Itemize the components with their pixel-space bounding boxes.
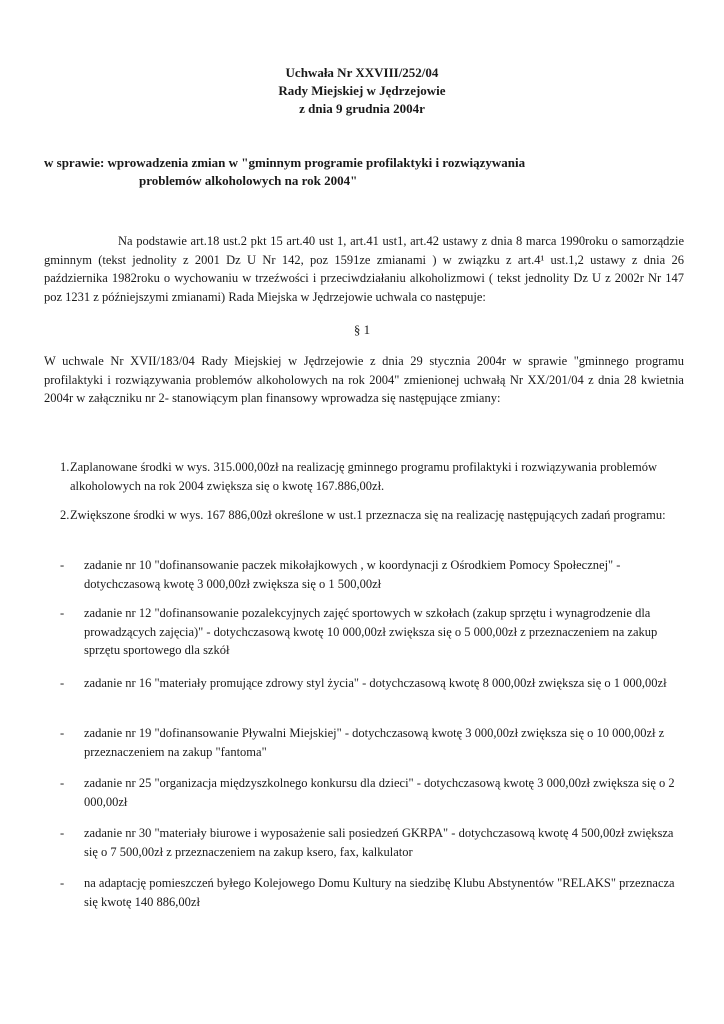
dash-bullet: -: [60, 826, 65, 840]
dash-bullet: -: [60, 558, 65, 572]
list-item: [60, 874, 684, 911]
item-text: Zwiększone środki w wys. 167 886,00zł określone w ust.1 przeznacza się na realizację następujących zadań programu:: [70, 508, 666, 522]
bullet-text: zadanie nr 16 "materiały promujące zdrowy styl życia" - dotychczasową kwotę 8 000,00zł zwiększa się o 1 000,00zł: [84, 676, 667, 690]
list-item: [60, 724, 684, 761]
numbered-item: [60, 506, 680, 525]
preamble-paragraph: [44, 232, 684, 306]
preamble-text: Na podstawie art.18 ust.2 pkt 15 art.40 ust 1, art.41 ust1, art.42 ustawy z dnia 8 marca 1990roku o samorządzie gminnym (tekst jednolity z 2001 Dz U Nr 142, poz 1591ze zmianami ) w związku z art.4¹ ust.1,2 ustawy z dnia 26 października 1982roku o wychowaniu w trzeźwości i przeciwdziałaniu alkoholizmowi ( tekst jednolity Dz U z 2002r Nr 147 poz 1231 z późniejszymi zmianami) Rada Miejska w Jędrzejowie uchwala co następuje:: [44, 234, 684, 304]
subject-line-1: w sprawie: wprowadzenia zmian w "gminnym programie profilaktyki i rozwiązywania: [44, 155, 526, 170]
item-text: Zaplanowane środki w wys. 315.000,00zł na realizację gminnego programu profilaktyki i rozwiązywania problemów alkoholowych na rok 2004 zwiększa się o kwotę 167.886,00zł.: [70, 460, 657, 493]
numbered-item: [60, 458, 680, 495]
list-item: [60, 604, 684, 660]
subject-line-2: problemów alkoholowych na rok 2004": [139, 173, 358, 188]
section-mark: § 1: [353, 322, 371, 337]
dash-bullet: -: [60, 776, 65, 790]
council-name: Rady Miejskiej w Jędrzejowie: [278, 83, 446, 98]
bullet-text: zadanie nr 30 "materiały biurowe i wyposażenie sali posiedzeń GKRPA" - dotychczasową kwotę 4 500,00zł zwiększa się o 7 500,00zł z przeznaczeniem na zakup ksero, fax, kalkulator: [84, 826, 674, 859]
section-intro-paragraph: W uchwale Nr XVII/183/04 Rady Miejskiej w Jędrzejowie z dnia 29 stycznia 2004r w sprawie "gminnego programu profilaktyki i rozwiązywania problemów alkoholowych na rok 2004" zmienionej uchwałą Nr XX/201/04 z dnia 28 kwietnia 2004r w załączniku nr 2- stanowiącym plan finansowy wprowadza się następujące zmiany:: [44, 354, 684, 405]
list-item: [60, 824, 684, 861]
list-item: [60, 556, 684, 593]
resolution-date: z dnia 9 grudnia 2004r: [299, 101, 425, 116]
dash-bullet: -: [60, 876, 65, 890]
bullet-text: zadanie nr 12 "dofinansowanie pozalekcyjnych zajęć sportowych w szkołach (zakup sprzętu i wynagrodzenie dla prowadzących zajęcia)" - dotychczasową kwotę 10 000,00zł zwiększa się o 5 000,00zł z przeznaczeniem na zakup sprzętu sportowego dla szkół: [84, 606, 658, 657]
dash-bullet: -: [60, 676, 65, 690]
bullet-text: na adaptację pomieszczeń byłego Kolejowego Domu Kultury na siedzibę Klubu Abstynentów "RELAKS" przeznacza się kwotę 140 886,00zł: [84, 876, 675, 909]
bullet-text: zadanie nr 19 "dofinansowanie Pływalni Miejskiej" - dotychczasową kwotę 3 000,00zł zwiększa się o 10 000,00zł z przeznaczeniem na zakup "fantoma": [84, 726, 665, 759]
item-number: 1.: [60, 460, 70, 474]
bullet-text: zadanie nr 10 "dofinansowanie paczek mikołajkowych , w koordynacji z Ośrodkiem Pomocy Społecznej" - dotychczasową kwotę 3 000,00zł zwiększa się o 1 500,00zł: [84, 558, 621, 591]
resolution-header: [0, 64, 724, 118]
resolution-number: Uchwała Nr XXVIII/252/04: [285, 65, 439, 80]
list-item: [60, 674, 684, 693]
dash-bullet: -: [60, 726, 65, 740]
list-item: [60, 774, 684, 811]
resolution-subject: [44, 154, 684, 190]
item-number: 2.: [60, 508, 70, 522]
bullet-text: zadanie nr 25 "organizacja międzyszkolnego konkursu dla dzieci" - dotychczasową kwotę 3 000,00zł zwiększa się o 2 000,00zł: [84, 776, 675, 809]
dash-bullet: -: [60, 606, 65, 620]
